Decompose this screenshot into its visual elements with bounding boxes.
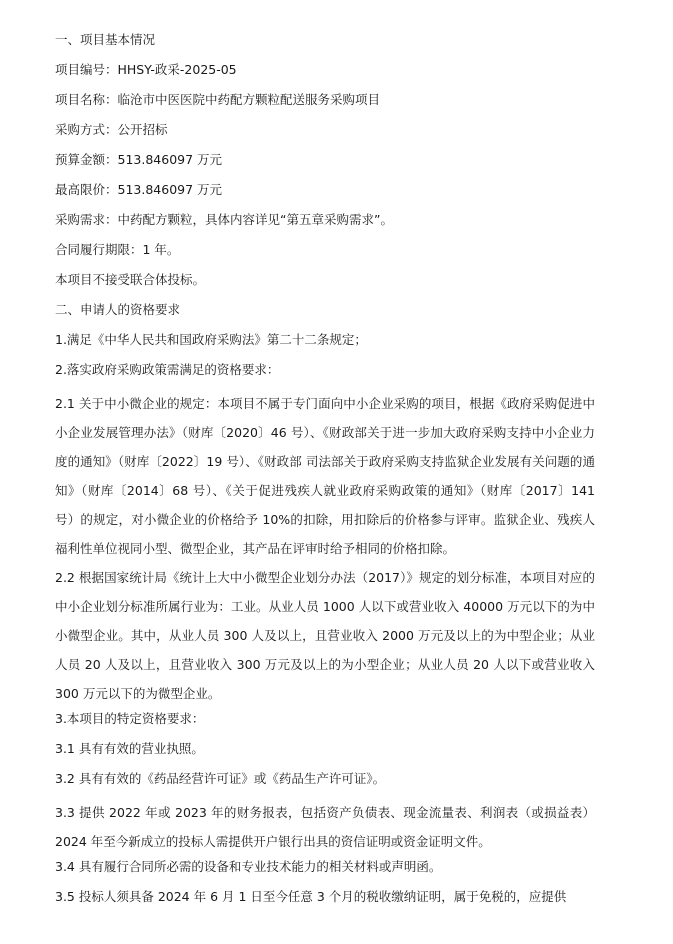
section2-heading: 二、申请人的资格要求 — [55, 302, 181, 317]
requirement-item-2-1: 2.1 关于中小微企业的规定：本项目不属于专门面向中小企业采购的项目，根据《政府采购促进中小企业发展管理办法》（财库〔2020〕46 号）、《财政部关于进一步加大政府采购支持中小企业力度的通知》（财库〔2022〕19 号）、《财政部 司法部关于政府采购支持监狱企业发展有关问题的通知》（财库〔2014〕68 号）、《关于促进残疾人就业政府采购政策的通知》（财库〔2017〕141 号）的规定，对小微企业的价格给予 10%的扣除，用扣除后的价格参与评审。监狱企业、残疾人福利性单位视同小型、微型企业，其产品在评审时给予相同的价格扣除。 — [55, 396, 595, 556]
max-price: 最高限价：513.846097 万元 — [55, 182, 223, 197]
requirement-item-3-2: 3.2 具有有效的《药品经营许可证》或《药品生产许可证》。 — [55, 771, 386, 786]
requirement-item-3-1: 3.1 具有有效的营业执照。 — [55, 741, 204, 756]
document-body — [55, 29, 595, 916]
project-number: 项目编号：HHSY-政采-2025-05 — [55, 62, 237, 77]
contract-term: 合同履行期限：1 年。 — [55, 242, 180, 257]
requirement-item-2-2: 2.2 根据国家统计局《统计上大中小微型企业划分办法（2017）》规定的划分标准，本项目对应的中小企业划分标准所属行业为：工业。从业人员 1000 人以下或营业收入 40000 万元以下的为中小微型企业。其中，从业人员 300 人及以上，且营业收入 2000 万元及以上的为中型企业；从业人员 20 人及以上，且营业收入 300 万元及以上的为小型企业；从业人员 20 人以下或营业收入 300 万元以下的为微型企业。 — [55, 570, 595, 701]
procurement-method: 采购方式：公开招标 — [55, 122, 168, 137]
requirement-item-3: 3.本项目的特定资格要求： — [55, 711, 205, 726]
requirement-item-3-5: 3.5 投标人须具备 2024 年 6 月 1 日至今任意 3 个月的税收缴纳证明，属于免税的，应提供 — [55, 889, 567, 904]
consortium-note: 本项目不接受联合体投标。 — [55, 272, 206, 287]
section1-heading: 一、项目基本情况 — [55, 32, 156, 47]
budget-amount: 预算金额：513.846097 万元 — [55, 152, 223, 167]
requirement-item-2: 2.落实政府采购政策需满足的资格要求： — [55, 362, 280, 377]
requirement-item-1: 1.满足《中华人民共和国政府采购法》第二十二条规定； — [55, 332, 367, 347]
procurement-requirement: 采购需求：中药配方颗粒，具体内容详见“第五章采购需求”。 — [55, 212, 393, 227]
requirement-item-3-4: 3.4 具有履行合同所必需的设备和专业技术能力的相关材料或声明函。 — [55, 859, 442, 874]
project-name: 项目名称：临沧市中医医院中药配方颗粒配送服务采购项目 — [55, 92, 381, 107]
requirement-item-3-3: 3.3 提供 2022 年或 2023 年的财务报表，包括资产负债表、现金流量表、利润表（或损益表）2024 年至今新成立的投标人需提供开户银行出具的资信证明或资金证明文件。 — [55, 805, 595, 849]
